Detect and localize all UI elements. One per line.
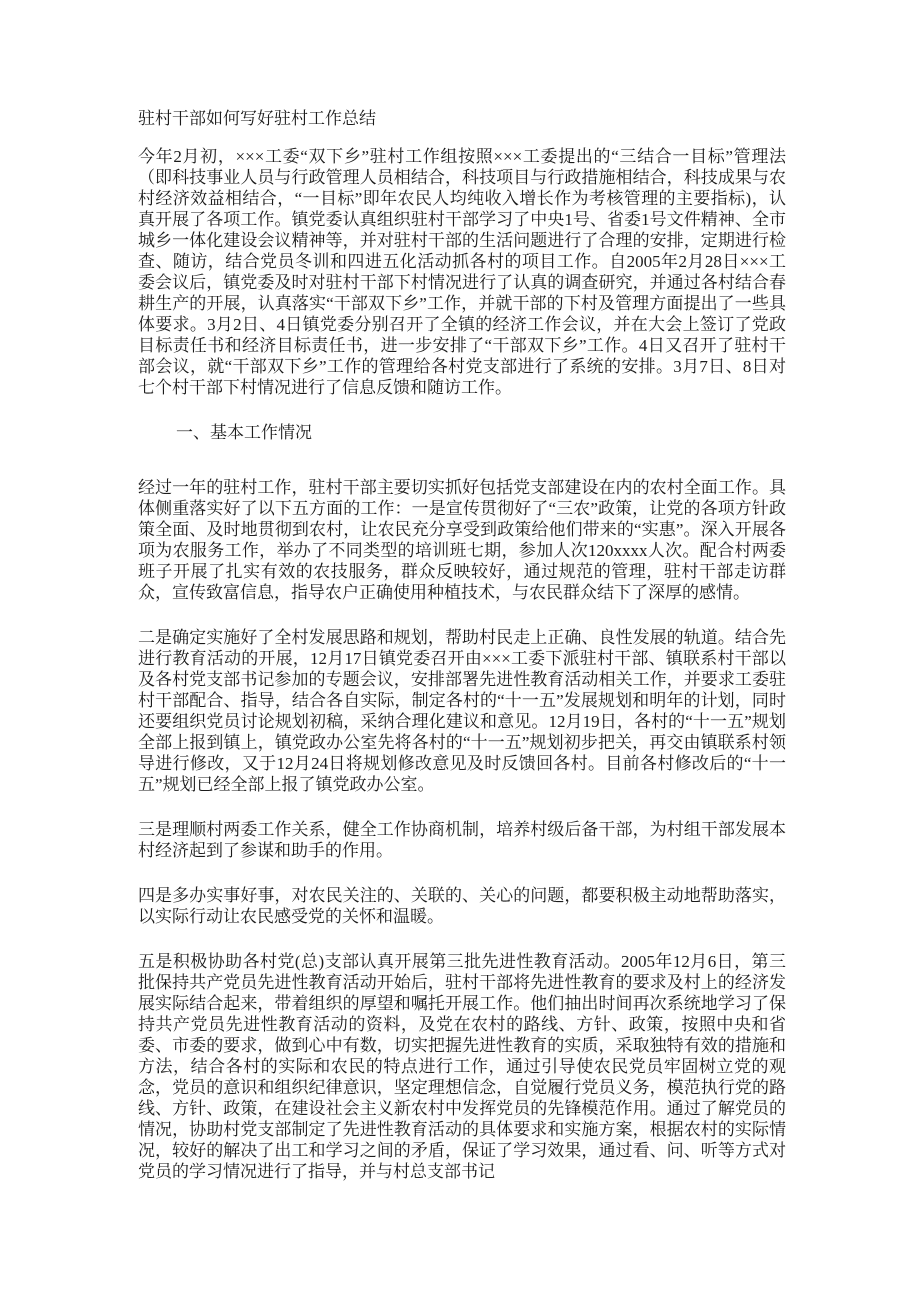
paragraph-point-three: 三是理顺村两委工作关系，健全工作协商机制，培养村级后备干部，为村组干部发展本村经济起到了参谋和助手的作用。 — [138, 820, 786, 860]
paragraph-point-four: 四是多办实事好事，对农民关注的、关联的、关心的问题，都要积极主动地帮助落实，以实际行动让农民感受党的关怀和温暖。 — [138, 886, 786, 926]
paragraph-point-two: 二是确定实施好了全村发展思路和规划，帮助村民走上正确、良性发展的轨道。结合先进行教育活动的开展，12月17日镇党委召开由×××工委下派驻村干部、镇联系村干部以及各村党支部书记参加的专题会议，安排部署先进性教育活动相关工作，并要求工委驻村干部配合、指导，结合各自实际，制定各村的“十一五”发展规划和明年的计划，同时还要组织党员讨论规划初稿，采纳合理化建议和意见。12月19日，各村的“十一五”规划全部上报到镇上，镇党政办公室先将各村的“十一五”规划初步把关，再交由镇联系村领导进行修改，又于12月24日将规划修改意见及时反馈回各村。目前各村修改后的“十一五”规划已经全部上报了镇党政办公室。 — [138, 628, 786, 794]
section-heading-basic-work: 一、基本工作情况 — [176, 423, 312, 442]
paragraph-overview: 经过一年的驻村工作，驻村干部主要切实抓好包括党支部建设在内的农村全面工作。具体侧重落实好了以下五方面的工作：一是宣传贯彻好了“三农”政策，让党的各项方针政策全面、及时地贯彻到农村，让农民充分享受到政策给他们带来的“实惠”。深入开展各项为农服务工作，举办了不同类型的培训班七期，参加人次120xxxx人次。配合村两委班子开展了扎实有效的农技服务，群众反映较好，通过规范的管理，驻村干部走访群众，宣传致富信息，指导农户正确使用种植技术，与农民群众结下了深厚的感情。 — [138, 478, 786, 602]
document-title: 驻村干部如何写好驻村工作总结 — [138, 109, 376, 128]
paragraph-intro: 今年2月初，×××工委“双下乡”驻村工作组按照×××工委提出的“三结合一目标”管理法（即科技事业人员与行政管理人员相结合，科技项目与行政措施相结合，科技成果与农村经济效益相结合，“一目标”即年农民人均纯收入增长作为考核管理的主要指标)，认真开展了各项工作。镇党委认真组织驻村干部学习了中央1号、省委1号文件精神、全市城乡一体化建设会议精神等，并对驻村干部的生活问题进行了合理的安排，定期进行检查、随访，结合党员冬训和四进五化活动抓各村的项目工作。自2005年2月28日×××工委会议后，镇党委及时对驻村干部下村情况进行了认真的调查研究，并通过各村结合春耕生产的开展，认真落实“干部双下乡”工作，并就干部的下村及管理方面提出了一些具体要求。3月2日、4日镇党委分别召开了全镇的经济工作会议，并在大会上签订了党政目标责任书和经济目标责任书，进一步安排了“干部双下乡”工作。4日又召开了驻村干部会议，就“干部双下乡”工作的管理给各村党支部进行了系统的安排。3月7日、8日对七个村干部下村情况进行了信息反馈和随访工作。 — [138, 147, 786, 397]
paragraph-point-five: 五是积极协助各村党(总)支部认真开展第三批先进性教育活动。2005年12月6日，第三批保持共产党员先进性教育活动开始后，驻村干部将先进性教育的要求及村上的经济发展实际结合起来，带着组织的厚望和嘱托开展工作。他们抽出时间再次系统地学习了保持共产党员先进性教育活动的资料，及党在农村的路线、方针、政策，按照中央和省委、市委的要求，做到心中有数，切实把握先进性教育的实质，采取独特有效的措施和方法，结合各村的实际和农民的特点进行工作，通过引导使农民党员牢固树立党的观念，党员的意识和组织纪律意识，坚定理想信念，自觉履行党员义务，模范执行党的路线、方针、政策，在建设社会主义新农村中发挥党员的先锋模范作用。通过了解党员的情况，协助村党支部制定了先进性教育活动的具体要求和实施方案，根据农村的实际情况，较好的解决了出工和学习之间的矛盾，保证了学习效果，通过看、问、听等方式对党员的学习情况进行了指导，并与村总支部书记 — [138, 952, 786, 1181]
